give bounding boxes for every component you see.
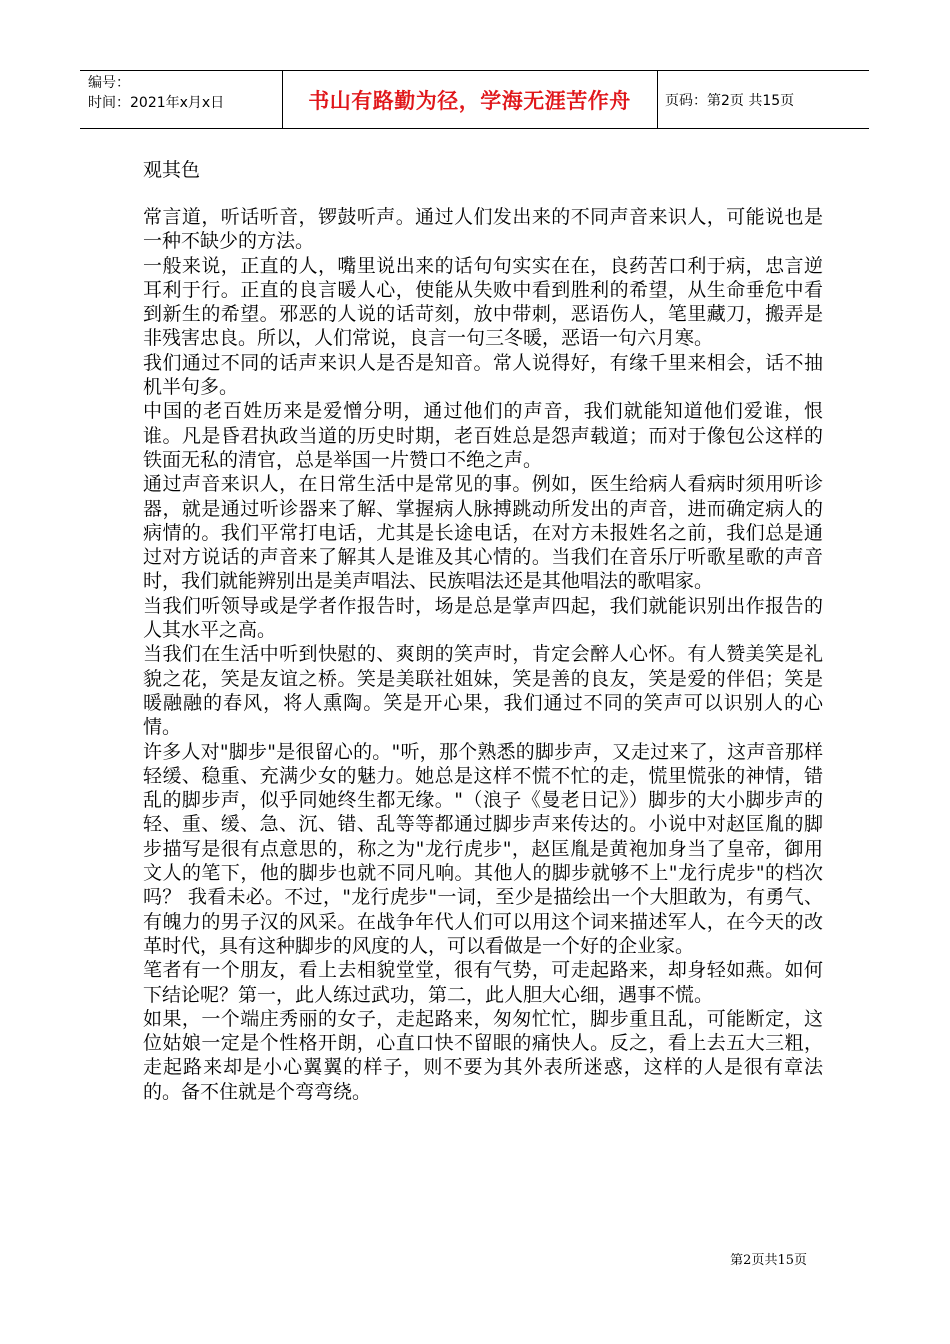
header-page-info: 页码：第2页 共15页 [665, 92, 795, 109]
section-title: 观其色 [143, 159, 201, 181]
paragraph: 当我们听领导或是学者作报告时，场是总是掌声四起，我们就能识别出作报告的人其水平之高。 [143, 594, 823, 642]
paragraph: 常言道，听话听音，锣鼓听声。通过人们发出来的不同声音来识人，可能说也是一种不缺少的方法。 [143, 206, 823, 253]
number-label: 编号： [88, 75, 130, 91]
paragraph: 我们通过不同的话声来识人是否是知音。常人说得好，有缘千里来相会，话不抽机半句多。 [143, 351, 823, 399]
paragraph: 通过声音来识人，在日常生活中是常见的事。例如，医生给病人看病时须用听诊器，就是通过听诊器来了解、掌握病人脉搏跳动所发出的声音，进而确定病人的病情的。我们平常打电话，尤其是长途电话，在对方未报姓名之前，我们总是通过对方说话的声音来了解其人是谁及其心情的。当我们在音乐厅听歌星歌的声音时，我们就能辨别出是美声唱法、民族唱法还是其他唱法的歌唱家。 [143, 473, 823, 593]
body-text [143, 205, 823, 1104]
page-footer: 第2页共15页 [730, 1253, 807, 1268]
time-label: 时间：2021年x月x日 [88, 95, 225, 111]
page-header [80, 70, 869, 129]
header-meta [88, 73, 224, 113]
paragraph: 一般来说，正直的人，嘴里说出来的话句句实实在在，良药苦口利于病，忠言逆耳利于行。正直的良言暖人心，使能从失败中看到胜利的希望，从生命垂危中看到新生的希望。邪恶的人说的话苛刻，放中带刺，恶语伤人，笔里藏刀，搬弄是非残害忠良。所以，人们常说，良言一句三冬暖，恶语一句六月寒。 [143, 254, 823, 350]
paragraph: 如果，一个端庄秀丽的女子，走起路来，匆匆忙忙，脚步重且乱，可能断定，这位姑娘一定是个性格开朗，心直口快不留眼的痛快人。反之，看上去五大三粗，走起路来却是小心翼翼的样子，则不要为其外表所迷惑，这样的人是很有章法的。备不住就是个弯弯绕。 [143, 1007, 823, 1103]
header-divider [657, 71, 658, 128]
paragraph: 笔者有一个朋友，看上去相貌堂堂，很有气势，可走起路来，却身轻如燕。如何下结论呢？第一，此人练过武功，第二，此人胆大心细，遇事不慌。 [143, 959, 823, 1006]
paragraph: 中国的老百姓历来是爱憎分明，通过他们的声音，我们就能知道他们爱谁，恨谁。凡是昏君执政当道的历史时期，老百姓总是怨声载道；而对于像包公这样的铁面无私的清官，总是举国一片赞口不绝之声。 [143, 400, 823, 471]
paragraph: 当我们在生活中听到快慰的、爽朗的笑声时，肯定会醉人心怀。有人赞美笑是礼貌之花，笑是友谊之桥。笑是美联社姐妹，笑是善的良友，笑是爱的伴侣；笑是暖融融的春风，将人熏陶。笑是开心果，我们通过不同的笑声可以识别人的心情。 [143, 643, 823, 739]
paragraph: 许多人对"脚步"是很留心的。"听，那个熟悉的脚步声，又走过来了，这声音那样轻缓、稳重、充满少女的魅力。她总是这样不慌不忙的走，慌里慌张的神情，错乱的脚步声，似乎同她终生都无缘。"（浪子《曼老日记》）脚步的大小脚步声的轻、重、缓、急、沉、错、乱等等都通过脚步声来传达的。小说中对赵匡胤的脚步描写是很有点意思的，称之为"龙行虎步"，赵匡胤是黄袍加身当了皇帝，御用文人的笔下，他的脚步也就不同凡响。其他人的脚步就够不上"龙行虎步"的档次吗？ 我看未必。不过，"龙行虎步"一词，至少是描绘出一个大胆敢为，有勇气、有魄力的男子汉的风采。在战争年代人们可以用这个词来描述军人，在今天的改革时代，具有这种脚步的风度的人，可以看做是一个好的企业家。 [143, 740, 823, 957]
header-motto: 书山有路勤为径，学海无涯苦作舟 [308, 87, 631, 113]
